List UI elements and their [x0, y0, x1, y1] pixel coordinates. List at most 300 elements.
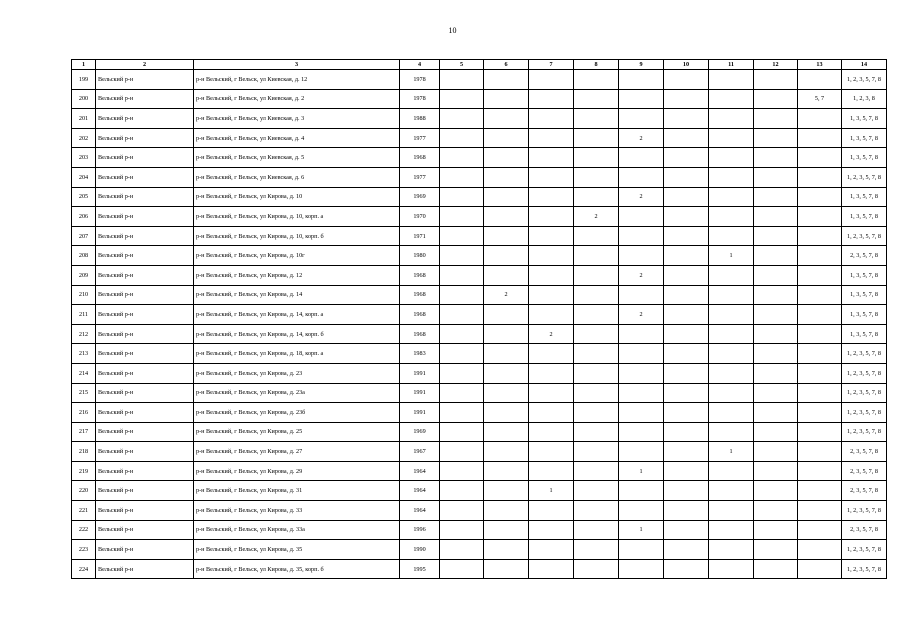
table-cell: [619, 226, 664, 246]
table-cell: [574, 226, 619, 246]
table-cell: [529, 442, 574, 462]
table-cell: [664, 167, 709, 187]
table-cell: [574, 285, 619, 305]
table-row: [72, 167, 887, 187]
table-cell: [574, 324, 619, 344]
column-header: 3: [194, 60, 400, 70]
table-cell: [664, 207, 709, 227]
table-cell: 1964: [400, 461, 440, 481]
table-cell: [619, 481, 664, 501]
table-cell: [440, 187, 484, 207]
table-cell: [754, 481, 798, 501]
table-cell: 1, 2, 3, 5, 7, 8: [842, 559, 887, 579]
table-cell: [619, 540, 664, 560]
table-cell: [529, 305, 574, 325]
table-cell: [529, 265, 574, 285]
table-cell: [709, 265, 754, 285]
table-cell: [754, 442, 798, 462]
table-cell: [709, 403, 754, 423]
table-cell: [529, 501, 574, 521]
table-cell: [664, 403, 709, 423]
table-cell: [440, 442, 484, 462]
table-cell: [484, 70, 529, 90]
table-cell: 1, 2, 3, 5, 7, 8: [842, 422, 887, 442]
table-cell: р-н Вельский, г Вельск, ул Кирова, д. 33: [194, 501, 400, 521]
table-cell: [798, 442, 842, 462]
table-cell: Вельский р-н: [96, 70, 194, 90]
table-cell: [798, 207, 842, 227]
column-header: 12: [754, 60, 798, 70]
table-row: [72, 540, 887, 560]
table-cell: р-н Вельский, г Вельск, ул Кирова, д. 23б: [194, 403, 400, 423]
table-row: [72, 461, 887, 481]
table-cell: 1, 3, 5, 7, 8: [842, 305, 887, 325]
table-cell: [709, 363, 754, 383]
table-cell: [619, 324, 664, 344]
table-cell: [754, 540, 798, 560]
table-cell: [440, 128, 484, 148]
table-cell: [664, 324, 709, 344]
table-cell: [440, 520, 484, 540]
column-header: 9: [619, 60, 664, 70]
table-cell: 206: [72, 207, 96, 227]
table-cell: 208: [72, 246, 96, 266]
table-cell: [709, 520, 754, 540]
table-cell: [709, 422, 754, 442]
table-cell: [664, 344, 709, 364]
table-cell: 1980: [400, 246, 440, 266]
table-cell: Вельский р-н: [96, 403, 194, 423]
table-cell: 1977: [400, 167, 440, 187]
table-cell: [440, 344, 484, 364]
table-cell: 1968: [400, 285, 440, 305]
column-header: 14: [842, 60, 887, 70]
table-row: [72, 109, 887, 129]
table-cell: 5, 7: [798, 89, 842, 109]
table-cell: [798, 226, 842, 246]
table-cell: [484, 305, 529, 325]
table-cell: [664, 265, 709, 285]
table-cell: [574, 363, 619, 383]
table-cell: [709, 305, 754, 325]
table-cell: 1, 3, 5, 7, 8: [842, 128, 887, 148]
table-cell: [754, 148, 798, 168]
table-cell: [664, 246, 709, 266]
table-cell: 1971: [400, 226, 440, 246]
table-cell: [484, 442, 529, 462]
table-cell: 1, 2, 3, 5, 7, 8: [842, 403, 887, 423]
table-cell: [529, 461, 574, 481]
table-cell: [574, 442, 619, 462]
table-cell: Вельский р-н: [96, 344, 194, 364]
table-cell: [529, 207, 574, 227]
table-cell: Вельский р-н: [96, 246, 194, 266]
table-body: [72, 70, 887, 579]
table-cell: 1983: [400, 344, 440, 364]
table-cell: [664, 520, 709, 540]
table-row: [72, 422, 887, 442]
table-cell: [798, 70, 842, 90]
table-cell: 1969: [400, 187, 440, 207]
table-cell: 1968: [400, 265, 440, 285]
table-cell: 223: [72, 540, 96, 560]
table-cell: [440, 89, 484, 109]
table-cell: [529, 363, 574, 383]
table-cell: Вельский р-н: [96, 207, 194, 227]
table-row: [72, 70, 887, 90]
table-cell: 1, 2, 3, 5, 7, 8: [842, 226, 887, 246]
table-cell: [798, 383, 842, 403]
table-cell: р-н Вельский, г Вельск, ул Кирова, д. 12: [194, 265, 400, 285]
table-row: [72, 207, 887, 227]
column-header: 5: [440, 60, 484, 70]
table-cell: 215: [72, 383, 96, 403]
table-cell: р-н Вельский, г Вельск, ул Кирова, д. 18, корп. а: [194, 344, 400, 364]
table-cell: [574, 383, 619, 403]
table-cell: [798, 501, 842, 521]
table-cell: [619, 442, 664, 462]
table-cell: 1, 3, 5, 7, 8: [842, 109, 887, 129]
table-cell: 1978: [400, 70, 440, 90]
table-cell: 1, 2, 3, 5, 7, 8: [842, 167, 887, 187]
table-cell: [754, 70, 798, 90]
table-cell: [484, 559, 529, 579]
table-cell: 204: [72, 167, 96, 187]
table-cell: 1, 3, 5, 7, 8: [842, 207, 887, 227]
table-cell: 201: [72, 109, 96, 129]
table-cell: р-н Вельский, г Вельск, ул Кирова, д. 33а: [194, 520, 400, 540]
table-cell: 218: [72, 442, 96, 462]
table-cell: 1991: [400, 403, 440, 423]
column-header: 8: [574, 60, 619, 70]
table-cell: [754, 422, 798, 442]
table-cell: 1988: [400, 109, 440, 129]
table-cell: [664, 461, 709, 481]
table-cell: [574, 167, 619, 187]
table-cell: [664, 559, 709, 579]
table-cell: [798, 305, 842, 325]
table-cell: 1: [709, 442, 754, 462]
table-cell: р-н Вельский, г Вельск, ул Кирова, д. 25: [194, 422, 400, 442]
table-cell: [619, 246, 664, 266]
table-cell: 1, 3, 5, 7, 8: [842, 285, 887, 305]
table-cell: [664, 128, 709, 148]
table-row: [72, 324, 887, 344]
table-cell: [440, 246, 484, 266]
table-cell: [709, 559, 754, 579]
table-cell: 1: [709, 246, 754, 266]
table-cell: [619, 70, 664, 90]
column-header: 2: [96, 60, 194, 70]
table-cell: р-н Вельский, г Вельск, ул Кирова, д. 29: [194, 461, 400, 481]
table-cell: [484, 363, 529, 383]
table-cell: [440, 461, 484, 481]
table-cell: 2, 3, 5, 7, 8: [842, 461, 887, 481]
table-cell: [619, 559, 664, 579]
table-cell: Вельский р-н: [96, 148, 194, 168]
table-cell: [574, 109, 619, 129]
table-cell: 1: [529, 481, 574, 501]
table-cell: р-н Вельский, г Вельск, ул Кирова, д. 14: [194, 285, 400, 305]
table-cell: 1995: [400, 559, 440, 579]
table-cell: 2: [619, 265, 664, 285]
table-cell: 1991: [400, 383, 440, 403]
table-cell: [798, 461, 842, 481]
table-cell: Вельский р-н: [96, 187, 194, 207]
table-cell: [484, 403, 529, 423]
table-cell: [664, 363, 709, 383]
table-cell: [574, 305, 619, 325]
table-cell: [484, 167, 529, 187]
table-cell: р-н Вельский, г Вельск, ул Киевская, д. 2: [194, 89, 400, 109]
table-cell: 2: [619, 187, 664, 207]
table-cell: Вельский р-н: [96, 383, 194, 403]
table-cell: [709, 89, 754, 109]
table-cell: [619, 109, 664, 129]
table-cell: [619, 501, 664, 521]
table-cell: 210: [72, 285, 96, 305]
column-header: 13: [798, 60, 842, 70]
table-cell: 219: [72, 461, 96, 481]
column-header: 4: [400, 60, 440, 70]
table-cell: [529, 559, 574, 579]
table-cell: 212: [72, 324, 96, 344]
table-cell: р-н Вельский, г Вельск, ул Кирова, д. 10, корп. а: [194, 207, 400, 227]
table-cell: 1, 2, 3, 5, 7, 8: [842, 501, 887, 521]
table-cell: [709, 148, 754, 168]
table-cell: р-н Вельский, г Вельск, ул Кирова, д. 10г: [194, 246, 400, 266]
table-cell: [709, 70, 754, 90]
table-cell: 2, 3, 5, 7, 8: [842, 442, 887, 462]
table-row: [72, 187, 887, 207]
table-cell: [484, 109, 529, 129]
table-cell: [440, 148, 484, 168]
table-cell: [798, 167, 842, 187]
table-cell: Вельский р-н: [96, 559, 194, 579]
table-cell: [440, 481, 484, 501]
table-cell: [440, 363, 484, 383]
table-cell: [440, 559, 484, 579]
column-header: 1: [72, 60, 96, 70]
table-cell: [529, 128, 574, 148]
table-cell: 2: [619, 128, 664, 148]
table-cell: [484, 383, 529, 403]
table-cell: [529, 187, 574, 207]
table-cell: [709, 109, 754, 129]
table-cell: [709, 481, 754, 501]
table-cell: [440, 265, 484, 285]
table-cell: [664, 109, 709, 129]
table-cell: 216: [72, 403, 96, 423]
table-cell: 1991: [400, 363, 440, 383]
table-cell: [440, 285, 484, 305]
table-cell: 2: [574, 207, 619, 227]
table-cell: Вельский р-н: [96, 285, 194, 305]
table-row: [72, 285, 887, 305]
table-cell: р-н Вельский, г Вельск, ул Киевская, д. 3: [194, 109, 400, 129]
table-cell: [754, 207, 798, 227]
table-cell: [574, 501, 619, 521]
table-cell: [484, 481, 529, 501]
table-cell: [440, 324, 484, 344]
table-cell: [709, 344, 754, 364]
table-cell: [754, 246, 798, 266]
table-cell: [440, 422, 484, 442]
table-cell: 1, 2, 3, 5, 7, 8: [842, 70, 887, 90]
table-cell: 209: [72, 265, 96, 285]
table-cell: [484, 207, 529, 227]
table-row: [72, 246, 887, 266]
table-cell: [798, 265, 842, 285]
table-cell: [440, 305, 484, 325]
table-cell: Вельский р-н: [96, 324, 194, 344]
table-cell: [664, 70, 709, 90]
table-cell: Вельский р-н: [96, 442, 194, 462]
table-cell: [529, 520, 574, 540]
table-cell: 2: [619, 305, 664, 325]
table-cell: [664, 501, 709, 521]
table-cell: [574, 89, 619, 109]
table-cell: [664, 89, 709, 109]
table-cell: 1970: [400, 207, 440, 227]
table-cell: [574, 559, 619, 579]
table-cell: 214: [72, 363, 96, 383]
table-cell: [754, 109, 798, 129]
table-cell: [754, 559, 798, 579]
table-cell: [619, 422, 664, 442]
table-cell: р-н Вельский, г Вельск, ул Кирова, д. 35, корп. б: [194, 559, 400, 579]
table-cell: [798, 246, 842, 266]
table-cell: 1, 2, 3, 5, 7, 8: [842, 363, 887, 383]
table-cell: [709, 540, 754, 560]
table-cell: 1, 2, 3, 5, 7, 8: [842, 540, 887, 560]
table-row: [72, 89, 887, 109]
table-cell: [440, 540, 484, 560]
table-cell: [709, 187, 754, 207]
table-cell: 217: [72, 422, 96, 442]
table-cell: [664, 226, 709, 246]
table-cell: Вельский р-н: [96, 305, 194, 325]
table-cell: [798, 481, 842, 501]
table-cell: [574, 128, 619, 148]
table-cell: [484, 265, 529, 285]
table-cell: Вельский р-н: [96, 422, 194, 442]
table-cell: р-н Вельский, г Вельск, ул Киевская, д. 12: [194, 70, 400, 90]
table-cell: [484, 89, 529, 109]
table-row: [72, 442, 887, 462]
table-cell: 1, 3, 5, 7, 8: [842, 148, 887, 168]
table-cell: [484, 540, 529, 560]
table-cell: [574, 481, 619, 501]
table-cell: [754, 344, 798, 364]
table-cell: 1: [619, 461, 664, 481]
table-cell: 211: [72, 305, 96, 325]
table-cell: [529, 167, 574, 187]
table-cell: [754, 89, 798, 109]
table-cell: Вельский р-н: [96, 520, 194, 540]
table-cell: [529, 403, 574, 423]
table-cell: [440, 226, 484, 246]
table-cell: [574, 520, 619, 540]
table-cell: 220: [72, 481, 96, 501]
table-cell: [754, 383, 798, 403]
table-cell: [484, 344, 529, 364]
table-cell: [574, 540, 619, 560]
table-cell: [709, 226, 754, 246]
table-cell: [754, 403, 798, 423]
table-cell: 1, 2, 3, 5, 7, 8: [842, 344, 887, 364]
table-cell: [529, 344, 574, 364]
table-cell: [709, 167, 754, 187]
table-cell: Вельский р-н: [96, 363, 194, 383]
table-cell: [440, 167, 484, 187]
data-table: [71, 59, 887, 579]
table-cell: [440, 70, 484, 90]
table-cell: [754, 461, 798, 481]
table-cell: Вельский р-н: [96, 265, 194, 285]
table-cell: [754, 167, 798, 187]
table-row: [72, 481, 887, 501]
table-cell: [574, 344, 619, 364]
table-cell: 1, 2, 3, 5, 7, 8: [842, 383, 887, 403]
table-cell: 224: [72, 559, 96, 579]
table-cell: [664, 481, 709, 501]
table-cell: [798, 148, 842, 168]
table-cell: [440, 109, 484, 129]
table-cell: [619, 207, 664, 227]
table-row: [72, 383, 887, 403]
table-cell: [574, 422, 619, 442]
table-cell: р-н Вельский, г Вельск, ул Киевская, д. 5: [194, 148, 400, 168]
table-cell: [529, 383, 574, 403]
table-cell: [798, 520, 842, 540]
table-cell: [798, 128, 842, 148]
table-row: [72, 265, 887, 285]
table-cell: р-н Вельский, г Вельск, ул Киевская, д. 4: [194, 128, 400, 148]
table-cell: [798, 187, 842, 207]
table-cell: [529, 89, 574, 109]
table-cell: Вельский р-н: [96, 226, 194, 246]
table-cell: 1990: [400, 540, 440, 560]
table-row: [72, 520, 887, 540]
table-cell: 1969: [400, 422, 440, 442]
column-header: 11: [709, 60, 754, 70]
table-cell: Вельский р-н: [96, 501, 194, 521]
table-cell: [798, 363, 842, 383]
table-cell: [484, 148, 529, 168]
table-cell: [529, 540, 574, 560]
table-cell: [754, 285, 798, 305]
table-cell: [798, 324, 842, 344]
table-cell: [754, 363, 798, 383]
table-cell: [619, 344, 664, 364]
table-cell: р-н Вельский, г Вельск, ул Кирова, д. 31: [194, 481, 400, 501]
table-cell: 199: [72, 70, 96, 90]
table-cell: [484, 501, 529, 521]
table-row: [72, 501, 887, 521]
table-cell: Вельский р-н: [96, 109, 194, 129]
table-cell: [798, 109, 842, 129]
table-cell: [664, 187, 709, 207]
table-row: [72, 148, 887, 168]
table-cell: Вельский р-н: [96, 461, 194, 481]
table-cell: 1968: [400, 148, 440, 168]
table-cell: [709, 207, 754, 227]
table-cell: [798, 422, 842, 442]
table-cell: [574, 246, 619, 266]
table-cell: 1, 3, 5, 7, 8: [842, 324, 887, 344]
table-cell: р-н Вельский, г Вельск, ул Кирова, д. 14, корп. а: [194, 305, 400, 325]
